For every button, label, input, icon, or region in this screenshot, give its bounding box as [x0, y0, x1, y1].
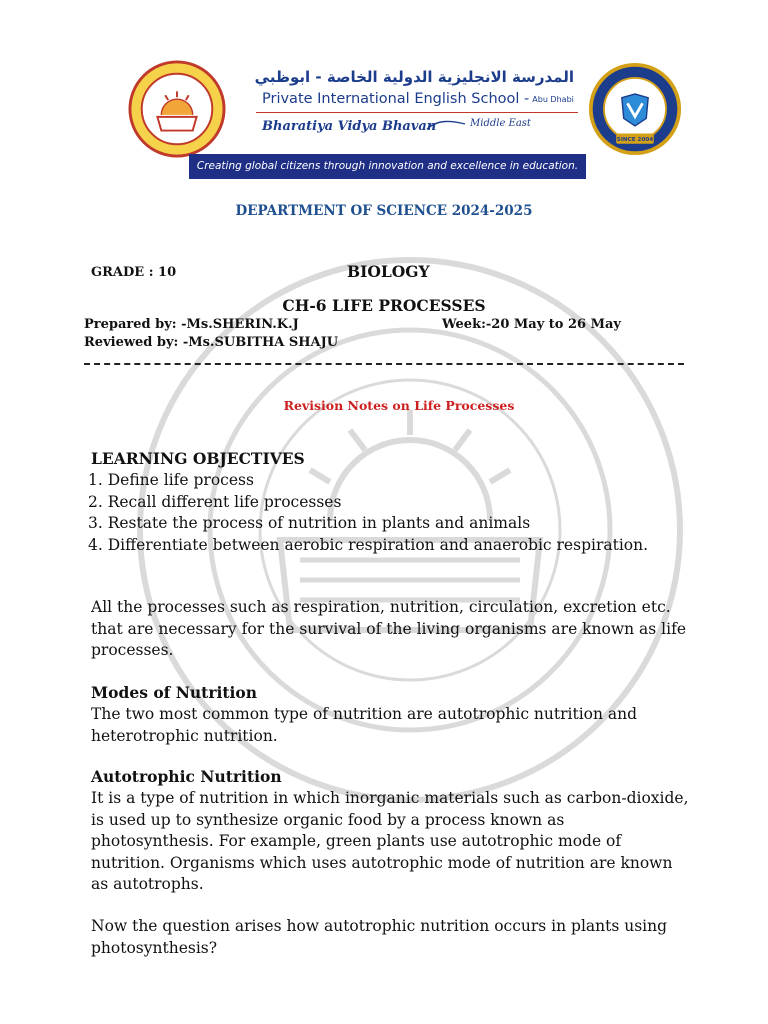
autotrophic-paragraph: It is a type of nutrition in which inorganic materials such as carbon-dioxide, is used up to synthesize organic food by a process known as photosynthesis. For example, green plants use autotrophic mode of nutrition. Organisms which uses autotrophic mode of nutrition are known as autotrophs.	[91, 789, 689, 893]
objective-item: 2. Recall different life processes	[88, 492, 342, 511]
objectives-list	[88, 470, 648, 556]
school-city: Abu Dhabi	[532, 94, 574, 104]
grade-label: GRADE : 10	[91, 265, 177, 280]
school-emblem-left-icon	[128, 60, 226, 158]
question-paragraph: Now the question arises how autotrophic nutrition occurs in plants using photosynthesis?	[91, 917, 668, 957]
header-divider	[256, 112, 578, 113]
affiliation-name: Bharatiya Vidya Bhavan	[262, 119, 437, 134]
dashed-divider	[84, 363, 684, 365]
seal-since-text: SINCE 2004	[616, 136, 654, 143]
objective-item: 3. Restate the process of nutrition in plants and animals	[88, 514, 531, 532]
revision-notes-title: Revision Notes on Life Processes	[283, 398, 515, 413]
reviewed-by: Reviewed by: -Ms.SUBITHA SHAJU	[84, 335, 339, 350]
modes-paragraph: The two most common type of nutrition are autotrophic nutrition and heterotrophic nutrition.	[91, 705, 638, 745]
tagline-banner: Creating global citizens through innovation and excellence in education.	[189, 154, 586, 179]
school-name-text: Private International English School -	[262, 91, 530, 107]
objective-item: 4. Differentiate between aerobic respiration and anaerobic respiration.	[88, 535, 649, 554]
school-name-arabic: المدرسة الانجليزية الدولية الخاصة - ابوظبي	[254, 68, 574, 86]
region-name: Middle East	[470, 118, 531, 129]
learning-objectives-heading: LEARNING OBJECTIVES	[91, 449, 305, 468]
school-emblem-right-icon	[588, 62, 682, 156]
chapter-title: CH-6 LIFE PROCESSES	[282, 296, 486, 315]
autotrophic-heading: Autotrophic Nutrition	[91, 767, 282, 786]
department-title: DEPARTMENT OF SCIENCE 2024-2025	[235, 203, 533, 219]
objective-item: 1. Define life process	[88, 471, 254, 489]
intro-paragraph: All the processes such as respiration, nutrition, circulation, excretion etc. that are necessary for the survival of the living organisms are known as life processes.	[91, 598, 686, 659]
modes-heading: Modes of Nutrition	[91, 683, 258, 702]
school-name-english	[262, 91, 574, 107]
week-range: Week:-20 May to 26 May	[442, 317, 621, 332]
swoosh-icon	[425, 118, 467, 132]
letterhead	[0, 0, 768, 200]
prepared-by: Prepared by: -Ms.SHERIN.K.J	[84, 317, 299, 332]
subject-title: BIOLOGY	[347, 262, 430, 281]
